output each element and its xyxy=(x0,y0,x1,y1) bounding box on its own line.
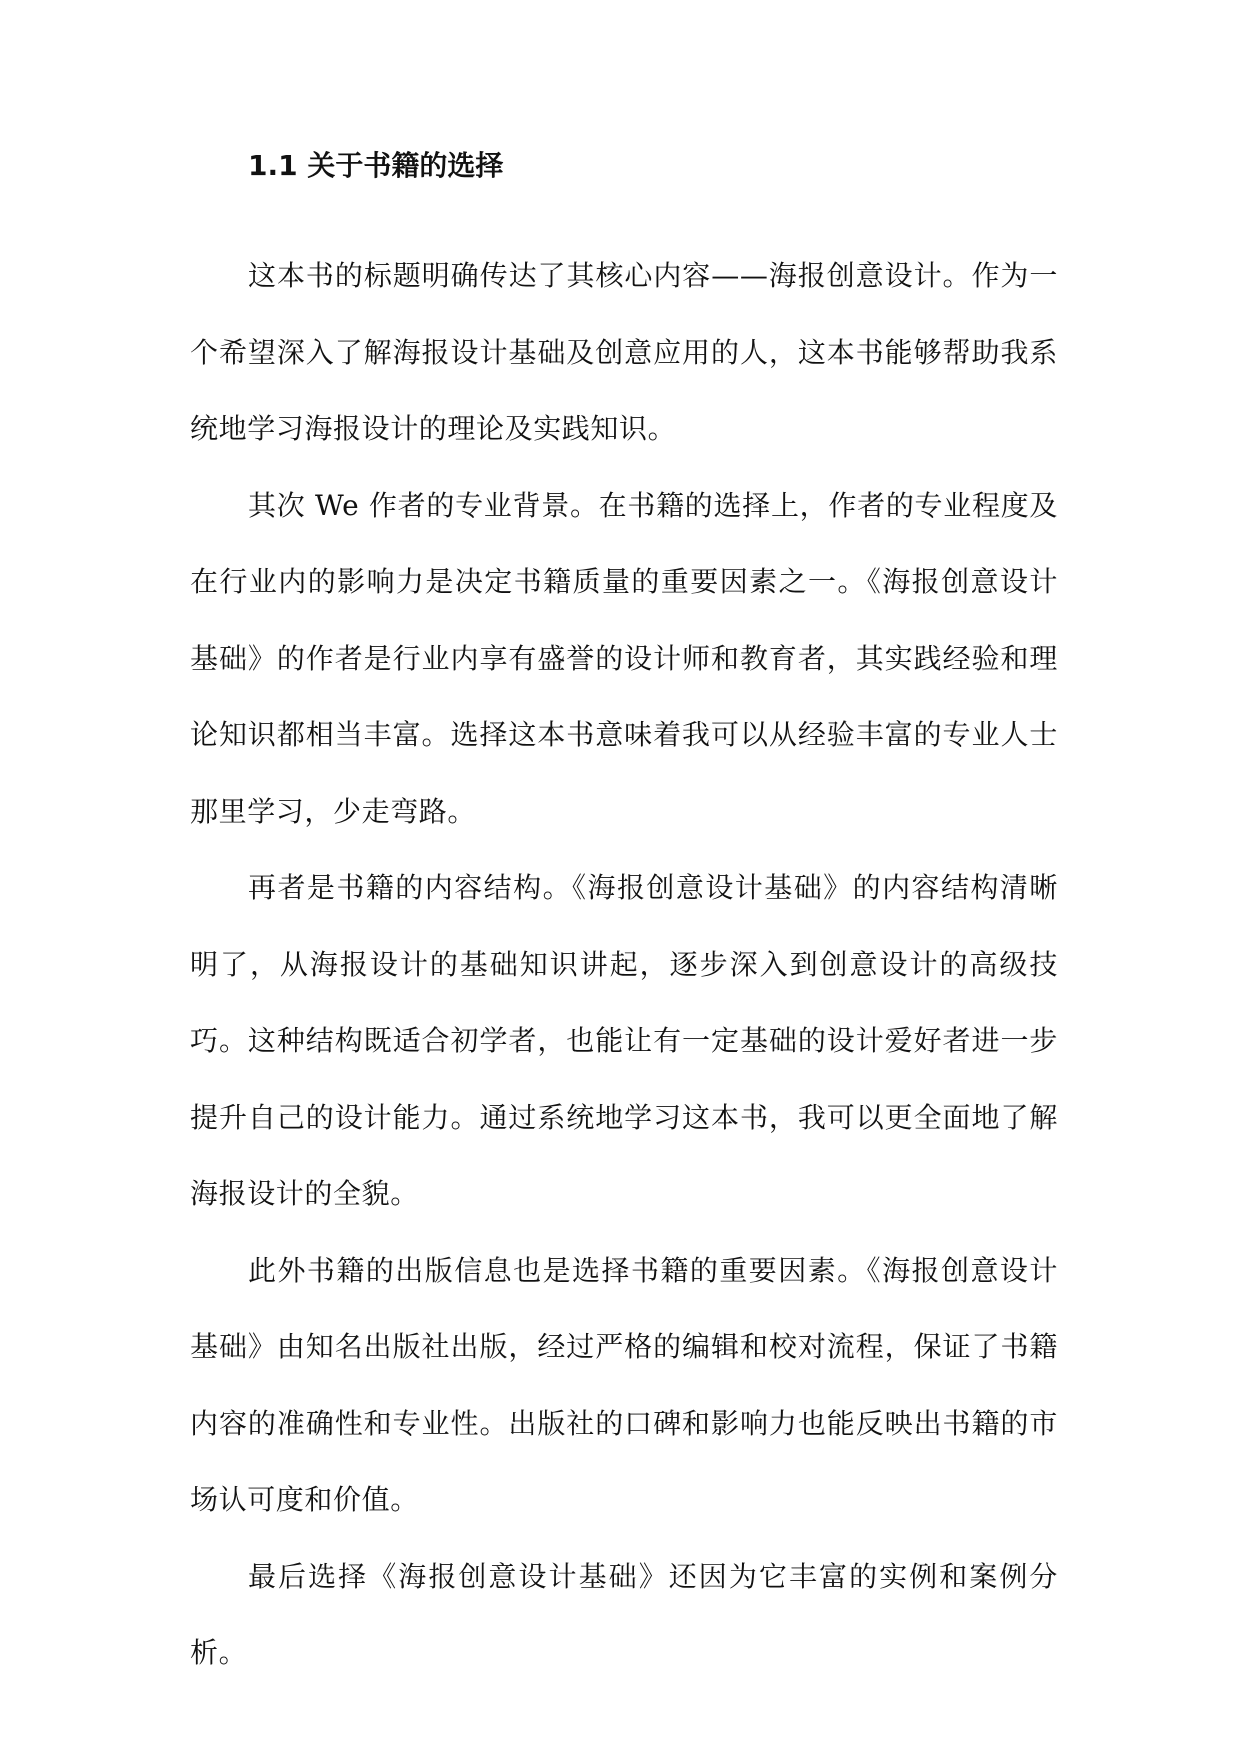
section-heading: 1.1 关于书籍的选择 xyxy=(248,149,504,182)
paragraph-author-background: 其次 We 作者的专业背景。在书籍的选择上，作者的专业程度及在行业内的影响力是决定书籍质量的重要因素之一。《海报创意设计基础》的作者是行业内享有盛誉的设计师和教育者，其实践经验和理论知识都相当丰富。选择这本书意味着我可以从经验丰富的专业人士那里学习，少走弯路。 xyxy=(190,488,1058,828)
document-body xyxy=(190,143,1058,1692)
paragraph-book-title: 这本书的标题明确传达了其核心内容——海报创意设计。作为一个希望深入了解海报设计基础及创意应用的人，这本书能够帮助我系统地学习海报设计的理论及实践知识。 xyxy=(190,259,1058,445)
paragraph-examples: 最后选择《海报创意设计基础》还因为它丰富的实例和案例分析。 xyxy=(190,1559,1058,1669)
paragraph-publication-info: 此外书籍的出版信息也是选择书籍的重要因素。《海报创意设计基础》由知名出版社出版，经过严格的编辑和校对流程，保证了书籍内容的准确性和专业性。出版社的口碑和影响力也能反映出书籍的市场认可度和价值。 xyxy=(190,1253,1058,1516)
paragraph-content-structure: 再者是书籍的内容结构。《海报创意设计基础》的内容结构清晰明了，从海报设计的基础知识讲起，逐步深入到创意设计的高级技巧。这种结构既适合初学者，也能让有一定基础的设计爱好者进一步提升自己的设计能力。通过系统地学习这本书，我可以更全面地了解海报设计的全貌。 xyxy=(190,871,1058,1210)
